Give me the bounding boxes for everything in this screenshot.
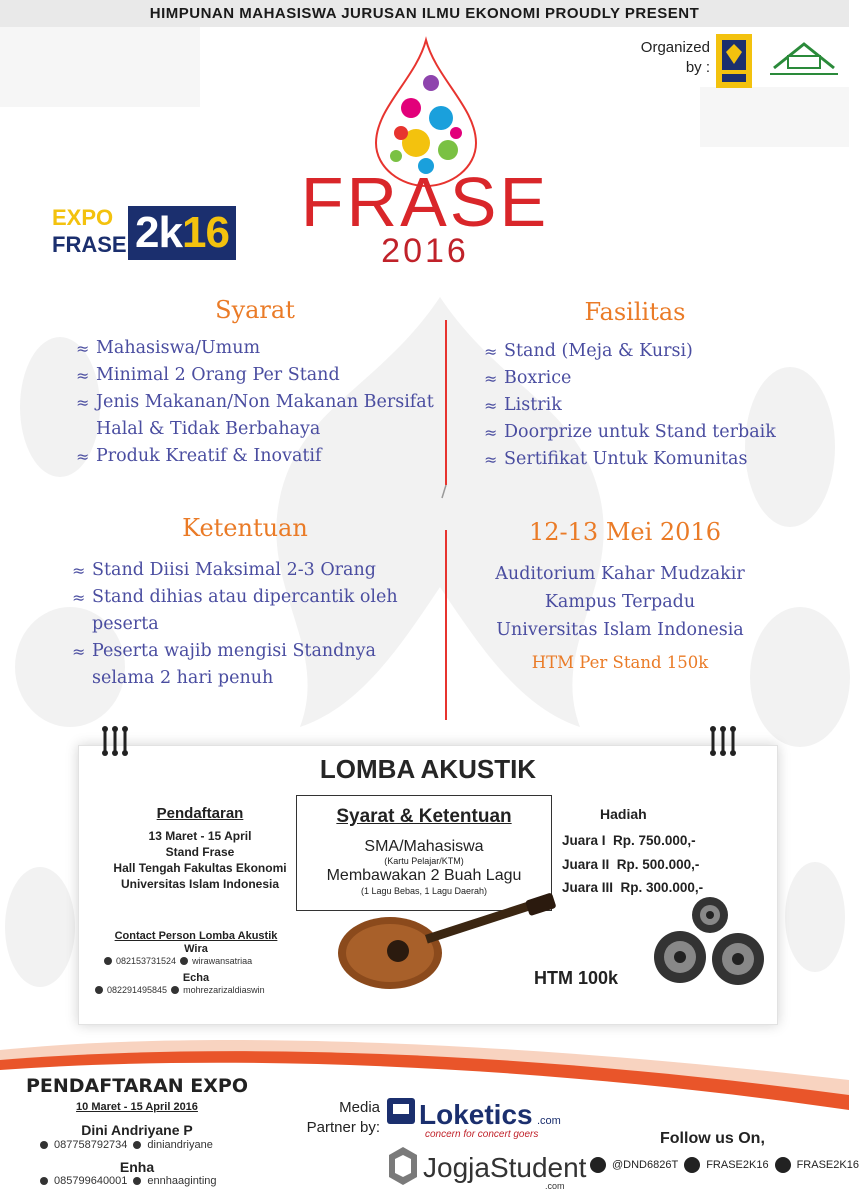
guitar-icon	[330, 895, 560, 995]
pendaftaran-line: Stand Frase	[165, 845, 235, 859]
contact-line-id: diniandriyane	[147, 1139, 213, 1151]
hadiah-heading: Hadiah	[600, 806, 647, 822]
venue-line: Auditorium Kahar Mudzakir	[495, 564, 745, 584]
sk-line2-sub: (1 Lagu Bebas, 1 Lagu Daerah)	[360, 886, 488, 896]
pendaftaran-line: Hall Tengah Fakultas Ekonomi	[113, 861, 287, 875]
list-item: ≈ Minimal 2 Orang Per Stand	[76, 362, 436, 389]
media-partner-label	[300, 1098, 380, 1138]
hadiah-amount: Rp. 750.000,-	[613, 833, 696, 848]
follow-heading: Follow us On,	[660, 1130, 765, 1147]
frase-title: FRASE	[300, 163, 550, 241]
contact-echa-row	[95, 985, 265, 995]
syarat-heading: Syarat	[215, 296, 295, 324]
binder-rings-icon	[708, 725, 738, 757]
line-icon	[133, 1141, 141, 1149]
organized-label	[620, 38, 710, 78]
hadiah-row	[562, 857, 762, 872]
list-item: ≈ Stand Diisi Maksimal 2-3 Orang	[72, 557, 432, 584]
loketics-com: .com	[537, 1115, 561, 1127]
hadiah-rank: Juara II	[562, 857, 610, 872]
hadiah-amount: Rp. 500.000,-	[616, 857, 700, 872]
event-date: 12-13 Mei 2016	[529, 518, 721, 546]
list-item: ≈ Sertifikat Untuk Komunitas	[484, 446, 804, 473]
contact-phone: 082291495845	[107, 985, 168, 995]
uii-logo-icon	[714, 32, 754, 90]
sk-line1: SMA/Mahasiswa	[364, 838, 484, 855]
pendaftaran-heading: Pendaftaran	[156, 805, 244, 822]
media-line1: Media	[339, 1099, 380, 1116]
list-item: ≈ Stand dihias atau dipercantik oleh peserta	[72, 584, 432, 638]
list-item: ≈ Stand (Meja & Kursi)	[484, 338, 804, 365]
hadiah-row	[562, 833, 762, 848]
list-item: ≈ Peserta wajib mengisi Standnya selama 2 hari penuh	[72, 638, 432, 692]
contact-line-id: mohrezarizaldiaswin	[183, 985, 265, 995]
pendaftaran-line: Universitas Islam Indonesia	[120, 877, 280, 891]
sk-line1-sub: (Kartu Pelajar/KTM)	[384, 856, 464, 866]
loketics-logo-icon	[385, 1094, 575, 1142]
hadiah-row	[562, 880, 762, 895]
fasilitas-list	[484, 338, 804, 473]
expo-word: EXPO	[52, 205, 114, 230]
sk-line2: Membawakan 2 Buah Lagu	[326, 867, 522, 884]
expo-year-suffix: 16	[182, 208, 229, 257]
line-icon	[590, 1157, 606, 1173]
contact-wira-name: Wira	[184, 943, 208, 955]
phone-icon	[40, 1141, 48, 1149]
contact-dini-row	[40, 1139, 213, 1151]
phone-icon	[104, 957, 112, 965]
list-item: ≈ Jenis Makanan/Non Makanan Bersifat Halal & Tidak Berbahaya	[76, 389, 436, 443]
hmjie-logo-icon	[764, 38, 844, 80]
contact-echa-name: Echa	[182, 972, 210, 984]
line-icon	[171, 986, 179, 994]
syarat-ketentuan-heading: Syarat & Ketentuan	[336, 806, 512, 827]
social-instagram[interactable]: FRASE2K16	[706, 1159, 769, 1171]
frase-year: 2016	[381, 232, 469, 270]
contact-line-id: wirawansatriaa	[192, 956, 253, 966]
list-item: ≈ Boxrice	[484, 365, 804, 392]
pendaftaran-expo-heading: PENDAFTARAN EXPO	[25, 1075, 248, 1097]
list-item: ≈ Doorprize untuk Stand terbaik	[484, 419, 804, 446]
ketentuan-heading: Ketentuan	[182, 514, 308, 542]
event-venue	[470, 560, 770, 644]
ketentuan-list	[72, 557, 432, 692]
expo-frase-word: FRASE	[52, 232, 127, 257]
line-icon	[180, 957, 188, 965]
twitter-icon	[775, 1157, 791, 1173]
contact-line-id: ennhaaginting	[147, 1175, 217, 1187]
pendaftaran-expo-date: 10 Maret - 15 April 2016	[76, 1101, 198, 1113]
contact-wira-row	[104, 956, 252, 966]
organized-line2: by :	[685, 59, 710, 76]
contact-phone: 085799640001	[54, 1175, 128, 1187]
htm-stand: HTM Per Stand 150k	[531, 653, 709, 672]
contact-phone: 087758792734	[54, 1139, 128, 1151]
hadiah-amount: Rp. 300.000,-	[620, 880, 704, 895]
list-item: ≈ Listrik	[484, 392, 804, 419]
social-row	[590, 1157, 859, 1173]
expo-year-prefix: 2k	[135, 208, 182, 257]
pendaftaran-details	[100, 828, 300, 892]
binder-rings-icon	[100, 725, 130, 757]
contact-enha-name: Enha	[119, 1159, 155, 1175]
media-line2: Partner by:	[306, 1119, 380, 1136]
list-item: ≈ Mahasiswa/Umum	[76, 335, 436, 362]
list-item: ≈ Produk Kreatif & Inovatif	[76, 443, 436, 470]
lomba-title: LOMBA AKUSTIK	[319, 754, 537, 784]
hadiah-rank: Juara III	[562, 880, 614, 895]
instagram-icon	[684, 1157, 700, 1173]
loketics-word: Loketics	[419, 1099, 533, 1130]
jogjastudent-logo-icon	[385, 1143, 585, 1193]
header-title: HIMPUNAN MAHASISWA JURUSAN ILMU EKONOMI PROUDLY PRESENT	[0, 0, 849, 27]
social-twitter[interactable]: FRASE2K16	[796, 1159, 859, 1171]
jogjastudent-com: .com	[545, 1181, 565, 1191]
speakers-icon	[652, 895, 767, 995]
center-divider	[440, 320, 452, 720]
syarat-list	[76, 335, 436, 470]
pendaftaran-line: 13 Maret - 15 April	[148, 829, 252, 843]
organized-line1: Organized	[640, 39, 710, 56]
expo-year-box	[128, 206, 236, 260]
contact-person-heading: Contact Person Lomba Akustik	[114, 930, 278, 942]
contact-phone: 082153731524	[116, 956, 177, 966]
jogjastudent-word: JogjaStudent	[423, 1152, 587, 1183]
loketics-tagline: concern for concert goers	[425, 1129, 539, 1140]
venue-line: Universitas Islam Indonesia	[496, 620, 744, 640]
fasilitas-heading: Fasilitas	[584, 298, 686, 326]
contact-dini-name: Dini Andriyane P	[81, 1122, 193, 1138]
venue-line: Kampus Terpadu	[544, 592, 696, 612]
social-line-id[interactable]: @DND6826T	[612, 1159, 679, 1171]
contact-enha-row	[40, 1175, 217, 1187]
hadiah-rank: Juara I	[562, 833, 606, 848]
phone-icon	[95, 986, 103, 994]
phone-icon	[40, 1177, 48, 1185]
lomba-htm: HTM 100k	[534, 968, 619, 988]
line-icon	[133, 1177, 141, 1185]
